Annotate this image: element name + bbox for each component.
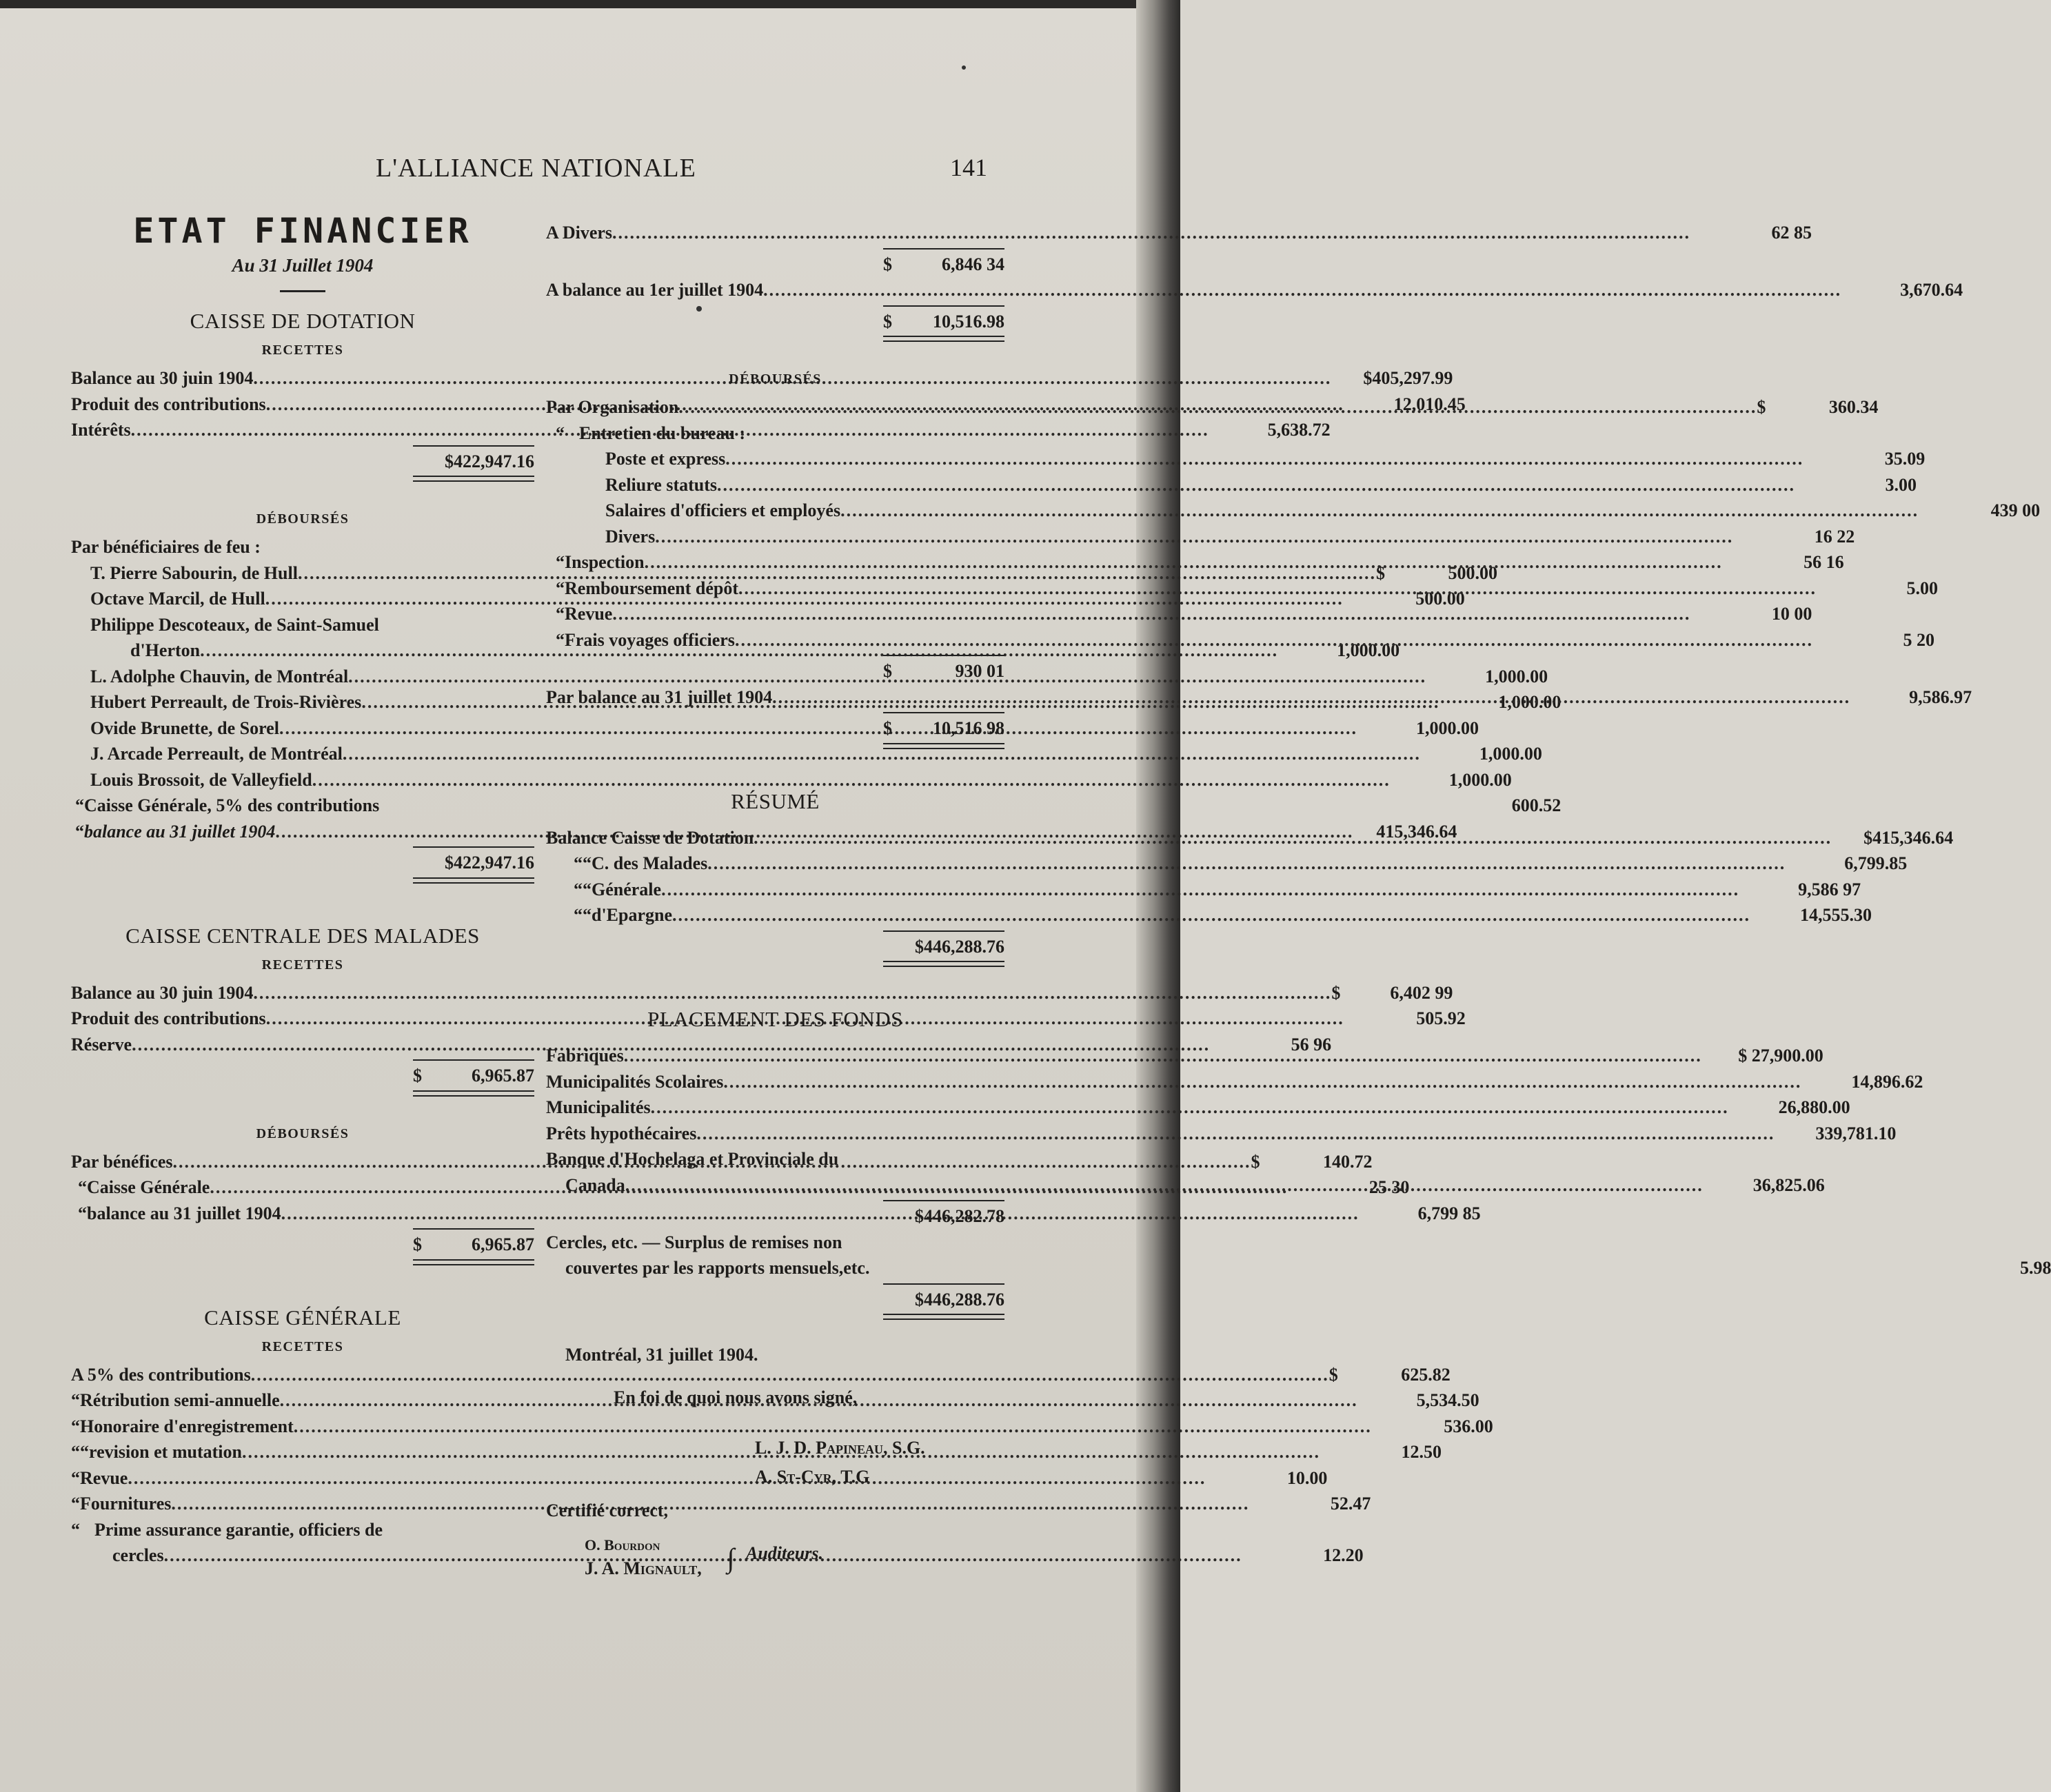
section-title-generale: CAISSE GÉNÉRALE <box>204 1305 401 1330</box>
ledger-row <box>546 1230 1004 1256</box>
dotation-debourses-heading: DÉBOURSÉS <box>256 511 350 527</box>
row-amount: 625.82 <box>1401 1364 1451 1385</box>
row-amount: 52.47 <box>1330 1494 1371 1514</box>
row-amount: 12.20 <box>1323 1545 1364 1565</box>
total-amount: 6,965.87 <box>472 1066 534 1086</box>
subtotal-amount: 930 01 <box>955 661 1004 681</box>
row-label: Rétribution semi-annuelle <box>80 1390 280 1410</box>
row-amount: 14,555.30 <box>1800 905 1872 925</box>
row-amount: 6,799 85 <box>1417 1203 1481 1223</box>
auditors-label: Auditeurs. <box>746 1542 823 1563</box>
row-amount: 5,534.50 <box>1416 1390 1479 1410</box>
row-label: Poste et express <box>605 449 726 469</box>
double-rule <box>883 743 1004 749</box>
auditor-name: J. A. Mignault, <box>585 1558 702 1578</box>
brace-icon: ∫ <box>727 1542 734 1574</box>
ledger-row: “ Prime assurance garantie, officiers de <box>71 1517 534 1543</box>
total-amount: 10,516 98 <box>933 718 1004 738</box>
row-label: revision et mutation <box>89 1442 242 1462</box>
row-label: Reliure statuts <box>605 474 718 495</box>
total-row <box>546 1287 1004 1313</box>
sum-rule <box>883 712 1004 713</box>
subtotal-row <box>546 658 1004 684</box>
row-label: Produit des contributions <box>71 1008 266 1028</box>
total-row <box>71 850 534 876</box>
row-label: Balance au 30 juin 1904 <box>71 982 254 1003</box>
ledger-row: “ Caisse Générale ..... 25 30 <box>71 1174 534 1201</box>
ledger-row: “ Revue ..... 10.00 <box>71 1465 534 1491</box>
row-amount: $405,297.99 <box>1363 368 1453 388</box>
row-amount: 1,000.00 <box>1498 692 1562 712</box>
row-label: Caisse Générale <box>87 1177 210 1197</box>
row-amount: 140.72 <box>1323 1151 1373 1172</box>
ledger-row: “ “ revision et mutation ..... 12.50 <box>71 1439 534 1465</box>
row-label: Banque d'Hochelaga et Provinciale du <box>546 1149 839 1169</box>
sum-rule <box>883 248 1004 250</box>
running-head <box>0 153 1180 194</box>
row-amount: 1,000.00 <box>1485 666 1548 686</box>
ledger-row <box>546 1255 2051 1281</box>
row-amount: 36,825.06 <box>1752 1174 1825 1195</box>
row-amount: 9,586 97 <box>1798 879 1861 899</box>
ledger-row <box>546 446 1926 472</box>
statement-date: Au 31 Juillet 1904 <box>232 255 374 276</box>
row-label: L. Adolphe Chauvin, de Montréal <box>90 666 349 686</box>
row-amount: 600.52 <box>1511 795 1562 815</box>
section-title-malades: CAISSE CENTRALE DES MALADES <box>125 923 480 948</box>
row-amount: 3,670.64 <box>1900 280 1963 300</box>
row-label: J. Arcade Perreault, de Montréal <box>90 744 343 764</box>
dollar-sign: $ <box>1328 1364 1338 1385</box>
auditor-name: O. Bourdon <box>585 1536 660 1554</box>
row-amount: 35.09 <box>1884 449 1926 469</box>
row-label: Canada <box>565 1174 625 1195</box>
row-label: Municipalités <box>546 1097 651 1117</box>
page-number: 141 <box>950 154 987 181</box>
scan-top-edge <box>0 0 1180 8</box>
ledger-row <box>546 220 1812 246</box>
row-label: Intérêts <box>71 420 131 440</box>
attestation-line: En foi de quoi nous avons signé, <box>614 1387 858 1407</box>
signature-block <box>546 1342 1004 1587</box>
double-rule <box>883 1314 1004 1320</box>
total-row <box>546 934 1004 960</box>
row-amount: 1,000.00 <box>1479 744 1542 764</box>
row-label: Louis Brossoit, de Valleyfield <box>90 769 312 790</box>
row-amount: 505.92 <box>1416 1008 1466 1028</box>
row-label: Remboursement dépôt <box>565 578 739 598</box>
dollar-sign: $ <box>1251 1151 1260 1172</box>
row-label: Revue <box>80 1467 128 1488</box>
row-label: Octave Marcil, de Hull <box>90 589 265 609</box>
certified-line: Certifié correct, <box>546 1500 669 1520</box>
ledger-row <box>71 612 534 638</box>
row-label: Balance au 30 juin 1904 <box>71 368 254 388</box>
malades-recettes-heading: RECETTES <box>261 957 344 973</box>
generale-recettes-heading: RECETTES <box>261 1338 344 1354</box>
generale-debourses-heading: DÉBOURSÉS <box>729 371 822 387</box>
row-label: balance au 31 juillet 1904 <box>87 1203 281 1223</box>
row-amount: $ 27,900.00 <box>1738 1046 1823 1066</box>
row-amount: 500.00 <box>1415 589 1465 609</box>
signer-name: L. J. D. Papineau, S.G. <box>755 1438 925 1458</box>
ledger-row <box>546 472 1917 498</box>
row-label: Par Organisation <box>546 397 679 417</box>
row-amount: 5.98 <box>2019 1258 2051 1278</box>
ledger-row: “ Remboursement dépôt ..... 5.00 <box>546 576 1004 602</box>
ledger-row: “ Fournitures ..... 52.47 <box>71 1491 534 1517</box>
ledger-row <box>71 1362 1451 1388</box>
row-label: Inspection <box>565 552 645 572</box>
row-amount: 6,799.85 <box>1844 853 1908 873</box>
total-amount: 6,965.87 <box>472 1234 534 1254</box>
total-amount: $422,947.16 <box>445 451 534 471</box>
signer-secretary <box>546 1435 1004 1461</box>
ledger-row: “ Entretien du bureau : <box>546 420 1004 447</box>
ledger-row <box>546 524 1855 550</box>
sum-rule <box>413 1228 534 1230</box>
section-title-placement: PLACEMENT DES FONDS <box>647 1007 903 1031</box>
double-rule <box>883 336 1004 342</box>
row-amount: 26,880.00 <box>1778 1097 1850 1117</box>
total-row <box>71 1232 534 1258</box>
row-label: Cercles, etc. — Surplus de remises non <box>546 1232 842 1252</box>
row-label: Réserve <box>71 1034 132 1055</box>
section-title-dotation: CAISSE DE DOTATION <box>190 309 416 333</box>
sum-rule <box>883 1200 1004 1201</box>
double-rule <box>883 961 1004 967</box>
row-label: Frais voyages officiers <box>565 629 735 650</box>
row-amount: 16 22 <box>1814 526 1855 547</box>
row-label: balance au 31 juillet 1904 <box>84 821 276 842</box>
row-label: Divers <box>605 526 656 547</box>
ledger-row: “ balance au 31 juillet 1904 ..... 6,799 85 <box>71 1201 534 1227</box>
row-label: Philippe Descoteaux, de Saint-Samuel <box>90 614 379 635</box>
row-label: Honoraire d'enregistrement <box>80 1416 294 1436</box>
row-amount: 10 00 <box>1771 604 1812 624</box>
ledger-row <box>546 1121 1897 1147</box>
section-title-resume: RÉSUMÉ <box>731 788 820 813</box>
row-label: Hubert Perreault, de Trois-Rivières <box>90 692 362 712</box>
row-amount: 439 00 <box>1990 500 2041 520</box>
dollar-sign: $ <box>413 1066 422 1086</box>
row-amount: $415,346.64 <box>1863 827 1954 848</box>
row-label: Prêts hypothécaires <box>546 1123 697 1143</box>
sum-rule <box>413 445 534 447</box>
row-amount: 3.00 <box>1885 474 1917 495</box>
row-amount: 500.00 <box>1448 562 1497 583</box>
row-amount: 5 20 <box>1903 629 1934 650</box>
row-label: Fabriques <box>546 1046 624 1066</box>
row-amount: 12.50 <box>1401 1442 1442 1462</box>
row-amount: 56 96 <box>1291 1034 1332 1055</box>
total-amount: $446,288.76 <box>915 1289 1004 1310</box>
ledger-row: “ “ C. des Malades ..... 6,799.85 <box>546 851 1004 877</box>
dotation-recettes-heading: RECETTES <box>261 343 344 358</box>
signer-name: A. St-Cyr, T.G <box>755 1466 870 1487</box>
row-label: Revue <box>565 604 613 624</box>
dollar-sign: $ <box>883 311 892 332</box>
row-amount: 1,000.00 <box>1415 717 1479 738</box>
total-row <box>71 449 534 475</box>
row-amount: 10.00 <box>1286 1467 1328 1488</box>
ledger-row <box>71 767 1512 793</box>
ledger-row: “ Rétribution semi-annuelle ..... 5,534.50 <box>71 1387 534 1414</box>
row-amount: 339,781.10 <box>1815 1123 1897 1143</box>
row-amount: 62 85 <box>1771 223 1812 243</box>
dollar-sign: $ <box>1757 397 1766 417</box>
ledger-row <box>71 741 1542 767</box>
dollar-sign: $ <box>413 1234 422 1254</box>
ledger-row: “ “ Générale ..... 9,586 97 <box>546 877 1004 903</box>
journal-title: L'ALLIANCE NATIONALE <box>376 154 696 183</box>
row-label: Entretien du bureau : <box>579 422 746 443</box>
row-label: Municipalités Scolaires <box>546 1071 724 1092</box>
total-amount: 10,516.98 <box>933 311 1004 332</box>
subtotal-amount: 6,846 34 <box>942 254 1004 274</box>
ledger-row <box>546 1094 1850 1121</box>
row-label: cercles <box>112 1545 164 1565</box>
ledger-row: “ Caisse Générale, 5% des contributions 600.52 <box>71 793 534 819</box>
debourses-intro: Par bénéficiaires de feu : <box>71 537 261 557</box>
row-label: T. Pierre Sabourin, de Hull <box>90 562 298 583</box>
row-label: Prime assurance garantie, officiers de <box>94 1519 383 1540</box>
row-label: Produit des contributions <box>71 394 266 414</box>
row-label: A 5% des contributions <box>71 1364 251 1385</box>
ledger-row: “ Honoraire d'enregistrement ..... 536.00 <box>71 1414 534 1440</box>
row-amount: 360.34 <box>1828 397 1879 417</box>
total-row <box>546 309 1004 335</box>
row-amount: 5.00 <box>1906 578 1939 598</box>
row-amount: 12,010.45 <box>1393 394 1466 414</box>
row-label: couvertes par les rapports mensuels,etc. <box>565 1258 870 1278</box>
dollar-sign: $ <box>883 254 892 274</box>
title-divider <box>280 290 325 292</box>
row-amount: 9,586.97 <box>1909 686 1972 707</box>
malades-debourses-heading: DÉBOURSÉS <box>256 1126 350 1141</box>
ledger-row <box>546 277 1963 303</box>
double-rule <box>413 877 534 884</box>
row-amount: 1,000.00 <box>1337 640 1400 660</box>
ledger-row <box>71 980 1453 1006</box>
row-label: d'Herton <box>130 640 201 660</box>
total-amount: $446,288.76 <box>915 936 1004 957</box>
total-row <box>546 715 1004 742</box>
subtotal-amount: $446,282.78 <box>915 1206 1004 1226</box>
dollar-sign: $ <box>883 661 892 681</box>
ledger-row: “ Revue ..... 10 00 <box>546 601 1004 627</box>
row-amount: 25 30 <box>1368 1177 1410 1197</box>
row-label: Salaires d'officiers et employés <box>605 500 841 520</box>
total-amount: $422,947.16 <box>445 853 534 873</box>
row-label: Générale <box>592 879 662 899</box>
total-row <box>71 1063 534 1089</box>
ledger-row <box>546 1146 1004 1172</box>
sum-rule <box>883 930 1004 932</box>
dollar-sign: $ <box>883 718 892 738</box>
dollar-sign: $ <box>1331 982 1341 1003</box>
sum-rule <box>883 655 1004 656</box>
sum-rule <box>413 1059 534 1061</box>
statement-title: ETAT FINANCIER <box>133 211 472 251</box>
row-label: Fournitures <box>80 1494 172 1514</box>
row-amount: 6,402 99 <box>1390 982 1453 1003</box>
ledger-row: “ Frais voyages officiers ..... 5 20 <box>546 627 1004 653</box>
ledger-row: “ “ d'Epargne ..... 14,555.30 <box>546 902 1004 928</box>
row-label: d'Epargne <box>592 905 673 925</box>
double-rule <box>413 476 534 482</box>
auditors <box>546 1532 1004 1587</box>
signer-treasurer <box>546 1464 1004 1490</box>
row-label: A Divers <box>546 223 613 243</box>
place-date: Montréal, 31 juillet 1904. <box>565 1345 758 1365</box>
row-label: Ovide Brunette, de Sorel <box>90 717 279 738</box>
double-rule <box>413 1259 534 1265</box>
row-amount: 14,896.62 <box>1851 1071 1923 1092</box>
row-label: Par balance au 31 juillet 1904 <box>546 686 773 707</box>
row-amount: 56 16 <box>1804 552 1844 572</box>
row-label: Balance Caisse de Dotation <box>546 827 754 848</box>
ledger-row: “ Inspection ..... 56 16 <box>546 549 1004 576</box>
subtotal-row <box>546 252 1004 278</box>
sum-rule <box>883 1283 1004 1285</box>
double-rule <box>413 1090 534 1097</box>
row-label: A balance au 1er juillet 1904 <box>546 280 764 300</box>
subtotal-row <box>546 1203 1004 1230</box>
row-label: C. des Malades <box>592 853 708 873</box>
ledger-row: “ balance au 31 juillet 1904 ..... 415,346.64 <box>71 819 534 845</box>
sum-rule <box>883 305 1004 307</box>
speck <box>962 65 966 70</box>
ledger-row <box>546 498 2041 524</box>
row-label: Caisse Générale, 5% des contributions <box>84 795 380 815</box>
row-label: Par bénéfices <box>71 1151 173 1172</box>
sum-rule <box>413 846 534 848</box>
dollar-sign: $ <box>1375 562 1385 583</box>
row-amount: 415,346.64 <box>1376 821 1457 842</box>
row-amount: 536.00 <box>1444 1416 1493 1436</box>
row-amount: 5,638.72 <box>1267 420 1331 440</box>
row-amount: 1,000.00 <box>1448 769 1512 790</box>
ledger-row <box>546 1069 1923 1095</box>
